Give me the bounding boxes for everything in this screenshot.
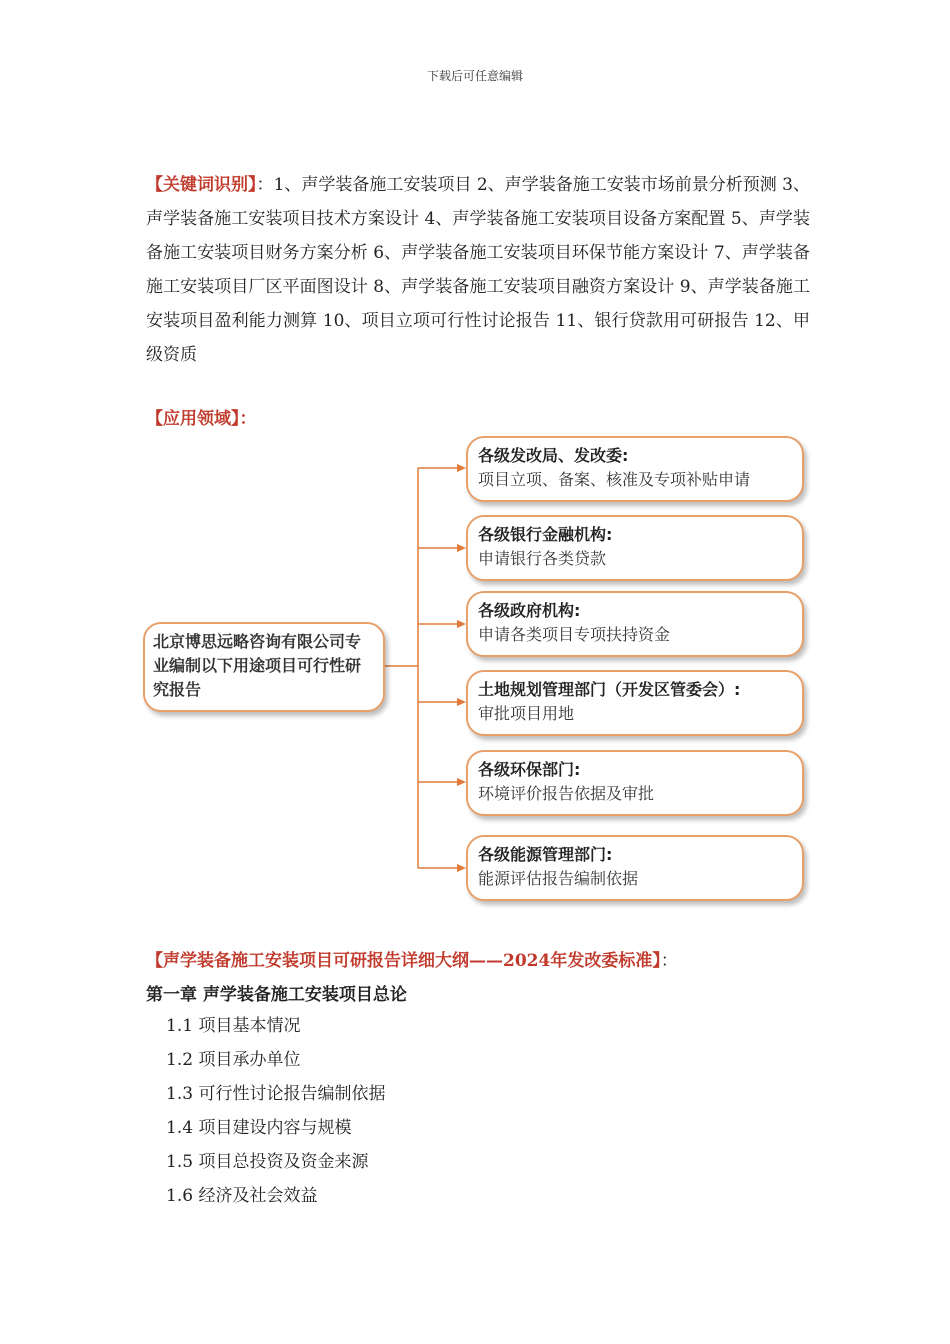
keywords-label: 【关键词识别】	[146, 175, 257, 195]
target-desc: 项目立项、备案、核准及专项补贴申请	[478, 470, 751, 489]
toc-item: 1.5 项目总投资及资金来源	[166, 1152, 369, 1172]
toc-item: 1.4 项目建设内容与规模	[166, 1118, 352, 1138]
target-title: 各级银行金融机构:	[478, 525, 613, 544]
outline-label: 【声学装备施工安装项目可研报告详细大纲——2024年发改委标准】	[146, 951, 661, 971]
target-box-energy	[466, 835, 804, 901]
target-desc: 能源评估报告编制依据	[478, 869, 639, 888]
application-label: 【应用领域】	[146, 409, 240, 429]
target-box-government	[466, 591, 804, 657]
toc-item: 1.1 项目基本情况	[166, 1016, 301, 1036]
toc-list	[166, 1012, 385, 1216]
application-colon: ：	[239, 409, 257, 429]
target-box-ndrc	[466, 436, 804, 502]
target-desc: 申请各类项目专项扶持资金	[478, 625, 671, 644]
target-desc: 环境评价报告依据及审批	[478, 784, 655, 803]
target-box-banks	[466, 515, 804, 581]
target-title: 各级政府机构:	[478, 601, 581, 620]
target-title: 各级能源管理部门:	[478, 845, 613, 864]
source-organization-box: 北京博思远略咨询有限公司专业编制以下用途项目可行性研究报告	[143, 622, 385, 712]
arrowhead-icon	[457, 464, 466, 472]
keywords-paragraph	[146, 168, 810, 372]
keywords-text: 1、声学装备施工安装项目 2、声学装备施工安装市场前景分析预测 3、声学装备施工安装项目技术方案设计 4、声学装备施工安装项目设备方案配置 5、声学装备施工安装项目财务方案分析 6、声学装备施工安装项目环保节能方案设计 7、声学装备施工安装项目厂区平面图设计 8、声学装备施工安装项目融资方案设计 9、声学装备施工安装项目盈利能力测算 10、项目立项可行性讨论报告 11、银行贷款用可研报告 12、甲级资质	[146, 175, 811, 365]
target-title: 各级发改局、发改委:	[478, 446, 629, 465]
toc-item: 1.6 经济及社会效益	[166, 1186, 318, 1206]
application-heading	[146, 404, 257, 429]
target-desc: 审批项目用地	[478, 704, 575, 723]
target-title: 各级环保部门:	[478, 760, 581, 779]
target-desc: 申请银行各类贷款	[478, 549, 607, 568]
keywords-colon: ：	[256, 175, 274, 195]
toc-item: 1.2 项目承办单位	[166, 1050, 301, 1070]
arrowhead-icon	[457, 544, 466, 552]
outline-heading	[146, 946, 678, 971]
target-box-environment	[466, 750, 804, 816]
target-title: 土地规划管理部门（开发区管委会）:	[478, 680, 741, 699]
toc-item: 1.3 可行性讨论报告编制依据	[166, 1084, 386, 1104]
header-note: 下载后可任意编辑	[426, 69, 523, 83]
target-box-land-planning	[466, 670, 804, 736]
chapter-title: 第一章 声学装备施工安装项目总论	[146, 985, 407, 1005]
arrowhead-icon	[457, 620, 466, 628]
arrowhead-icon	[457, 864, 466, 872]
arrowhead-icon	[457, 698, 466, 706]
arrowhead-icon	[457, 778, 466, 786]
outline-colon: ：	[660, 951, 678, 971]
